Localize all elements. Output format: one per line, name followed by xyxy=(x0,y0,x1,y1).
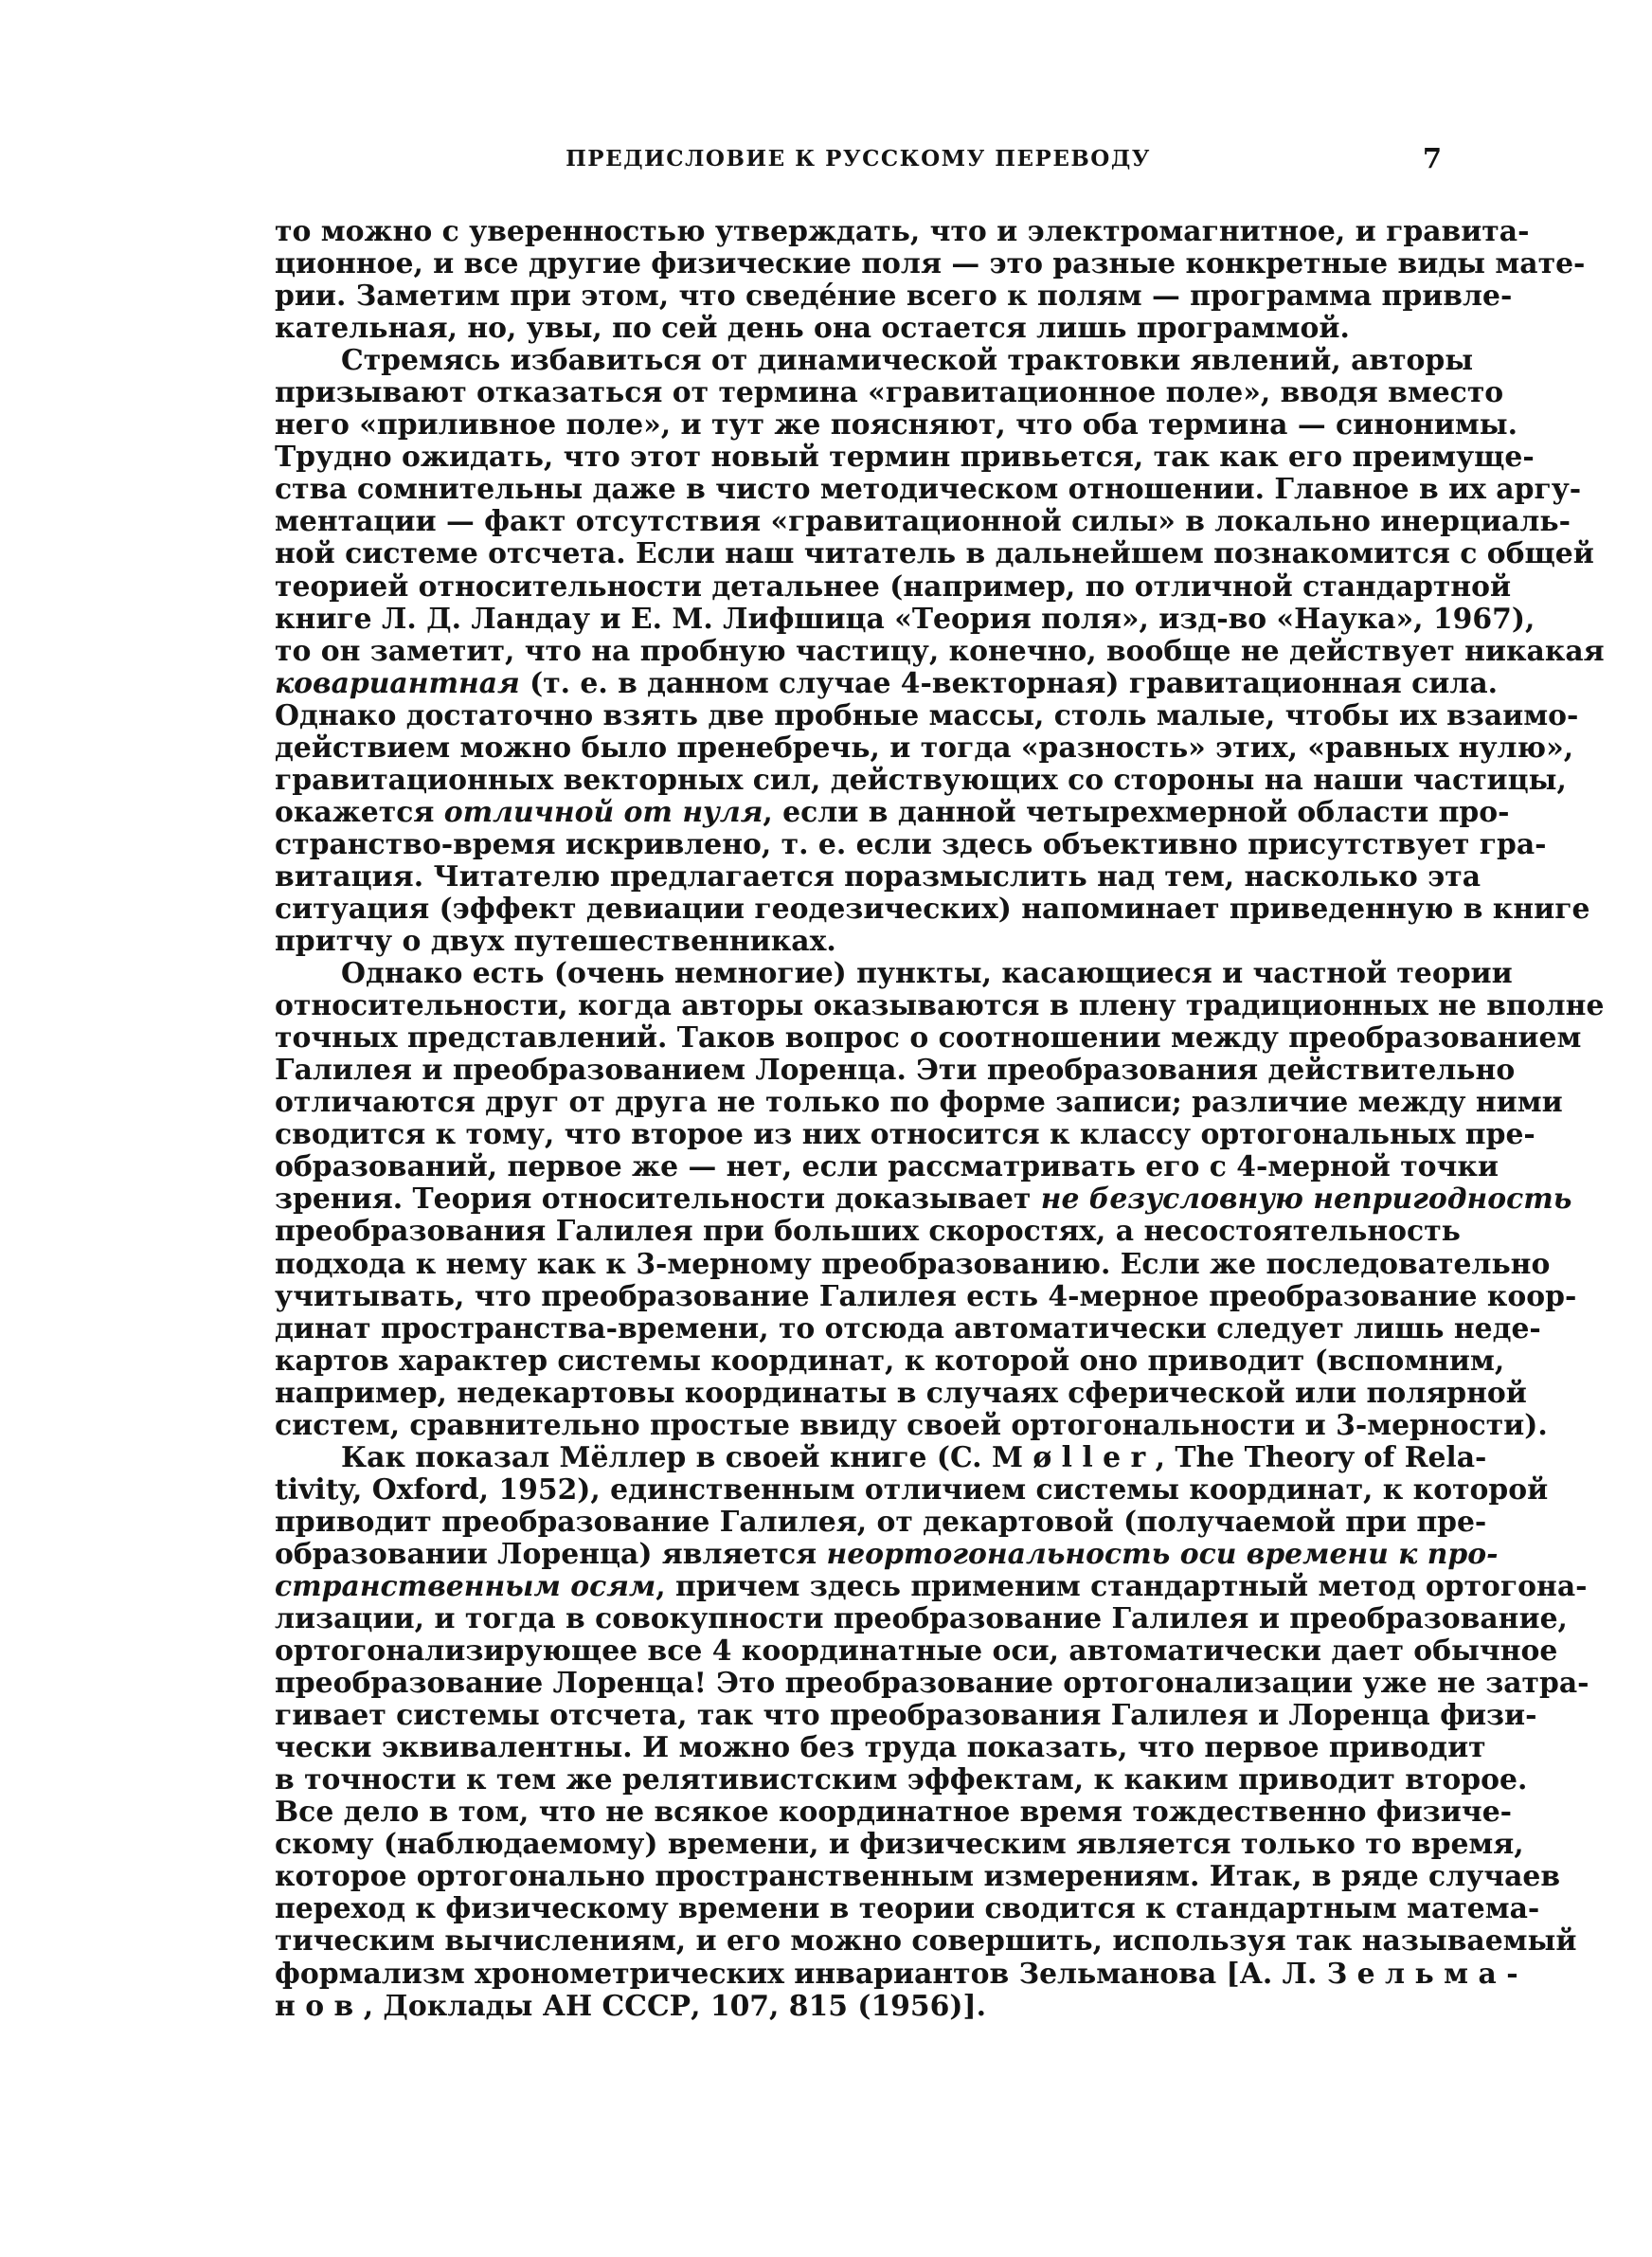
text-line: образований, первое же — нет, если рассматривать его с 4-мерной точки xyxy=(275,1150,1499,1184)
text-line: ства сомнительны даже в чисто методическом отношении. Главное в их аргу- xyxy=(275,473,1582,507)
text-line: которое ортогонально пространственным измерениям. Итак, в ряде случаев xyxy=(275,1860,1561,1894)
page-number: 7 xyxy=(1422,142,1442,174)
text-line: точных представлений. Таков вопрос о соотношении между преобразованием xyxy=(275,1021,1582,1056)
paragraph-2 xyxy=(275,344,1605,959)
text-line xyxy=(275,1569,1588,1603)
text-line xyxy=(275,1957,1528,1991)
text-line: Трудно ожидать, что этот новый термин привьется, так как его преимуще- xyxy=(275,441,1535,475)
text-line: ортогонализирующее все 4 координатные оси, автоматически дает обычное xyxy=(275,1634,1558,1669)
text-segment: формализм хронометрических инвариантов Зельманова [А. Л. xyxy=(275,1957,1327,1991)
text-line: tivity, Oxford, 1952), единственным отличием системы координат, к которой xyxy=(275,1472,1549,1507)
text-line xyxy=(275,1183,1572,1217)
text-line: подхода к нему как к 3-мерному преобразованию. Если же последовательно xyxy=(275,1247,1551,1281)
text-line: ционное, и все другие физические поля — это разные конкретные виды мате- xyxy=(275,247,1586,281)
text-line: Стремясь избавиться от динамической трактовки явлений, авторы xyxy=(341,344,1474,378)
text-line: приводит преобразование Галилея, от декартовой (получаемой при пре- xyxy=(275,1505,1487,1539)
text-line: учитывать, что преобразование Галилея есть 4-мерное преобразование коор- xyxy=(275,1279,1577,1313)
paragraph-4 xyxy=(275,1440,1589,2023)
text-line: притчу о двух путешественниках. xyxy=(275,925,836,959)
paragraph-3 xyxy=(275,957,1605,1442)
text-line: динат пространства-времени, то отсюда автоматически следует лишь неде- xyxy=(275,1311,1541,1345)
text-line: преобразования Галилея при больших скоростях, а несостоятельность xyxy=(275,1215,1461,1249)
text-line: гравитационных векторных сил, действующих со стороны на наши частицы, xyxy=(275,763,1567,797)
italic-term: неортогональность оси времени к про- xyxy=(826,1537,1499,1571)
running-header xyxy=(275,142,1442,184)
text-line: него «приливное поле», и тут же поясняют, что оба термина — синонимы. xyxy=(275,408,1517,442)
text-segment: образовании Лоренца) является xyxy=(275,1537,827,1571)
italic-term: не безусловную непригодность xyxy=(1040,1183,1572,1217)
text-segment: (т. е. в данном случае 4-векторная) гравитационная сила. xyxy=(519,666,1499,700)
text-line: чески эквивалентны. И можно без труда показать, что первое приводит xyxy=(275,1731,1486,1765)
text-line: Все дело в том, что не всякое координатное время тождественно физиче- xyxy=(275,1796,1513,1830)
text-segment: окажется xyxy=(275,795,444,829)
text-segment: зрения. Теория относительности доказывает xyxy=(275,1183,1041,1217)
body-text xyxy=(275,215,1605,2023)
text-segment: , если в данной четырехмерной области про- xyxy=(763,795,1510,829)
italic-term: ковариантная xyxy=(275,666,520,700)
text-line: ной системе отсчета. Если наш читатель в дальнейшем познакомится с общей xyxy=(275,537,1594,571)
running-header-title: ПРЕДИСЛОВИЕ К РУССКОМУ ПЕРЕВОДУ xyxy=(566,146,1151,172)
text-segment: , причем здесь применим стандартный метод ортогона- xyxy=(655,1569,1588,1603)
text-line: рии. Заметим при этом, что сведéние всего к полям — программа привле- xyxy=(275,280,1513,314)
text-line: в точности к тем же релятивистским эффектам, к каким приводит второе. xyxy=(275,1763,1528,1797)
text-line xyxy=(275,1991,1442,2023)
spaced-author-name: нов xyxy=(275,1989,364,2023)
text-line xyxy=(275,795,1510,829)
text-line: призывают отказаться от термина «гравитационное поле», вводя вместо xyxy=(275,376,1504,410)
italic-term: странственным осям xyxy=(275,1569,656,1603)
text-line xyxy=(275,1537,1499,1571)
text-segment: Как показал Мёллер в своей книге (C. xyxy=(341,1440,992,1474)
text-line: картов характер системы координат, к которой оно приводит (вспомним, xyxy=(275,1344,1505,1378)
text-line: действием можно было пренебречь, и тогда «разность» этих, «равных нулю», xyxy=(275,731,1574,765)
text-line: Галилея и преобразованием Лоренца. Эти преобразования действительно xyxy=(275,1054,1516,1088)
spaced-author-name: Зельма- xyxy=(1326,1957,1528,1991)
text-line: гивает системы отсчета, так что преобразования Галилея и Лоренца физи- xyxy=(275,1699,1537,1733)
spaced-author-name: Møller xyxy=(991,1440,1156,1474)
text-line: Однако есть (очень немногие) пункты, касающиеся и частной теории xyxy=(341,957,1513,991)
text-line xyxy=(275,1440,1487,1474)
text-line: преобразование Лоренца! Это преобразование ортогонализации уже не затра- xyxy=(275,1667,1589,1701)
text-line: ситуация (эффект девиации геодезических) напоминает приведенную в книге xyxy=(275,892,1590,926)
text-line: относительности, когда авторы оказываются в плену традиционных не вполне xyxy=(275,989,1605,1023)
text-line: отличаются друг от друга не только по форме записи; различие между ними xyxy=(275,1086,1563,1120)
text-line: то он заметит, что на пробную частицу, конечно, вообще не действует никакая xyxy=(275,634,1605,668)
text-line: ментации — факт отсутствия «гравитационной силы» в локально инерциаль- xyxy=(275,505,1571,539)
text-line: то можно с уверенностью утверждать, что и электромагнитное, и гравита- xyxy=(275,215,1530,248)
italic-term: отличной от нуля xyxy=(443,795,763,829)
text-line: например, недекартовы координаты в случаях сферической или полярной xyxy=(275,1376,1527,1410)
text-line: кательная, но, увы, по сей день она остается лишь программой. xyxy=(275,312,1350,346)
text-line: странство-время искривлено, т. е. если здесь объективно присутствует гра- xyxy=(275,827,1547,861)
text-line: систем, сравнительно простые ввиду своей ортогональности и 3-мерности). xyxy=(275,1408,1548,1442)
text-line: сводится к тому, что второе из них относится к классу ортогональных пре- xyxy=(275,1118,1535,1152)
text-line: витация. Читателю предлагается поразмыслить над тем, насколько эта xyxy=(275,859,1481,894)
text-line: скому (наблюдаемому) времени, и физическим является только то время, xyxy=(275,1828,1524,1862)
text-line: лизации, и тогда в совокупности преобразование Галилея и преобразование, xyxy=(275,1602,1568,1636)
paragraph-1 xyxy=(275,215,1586,346)
text-line: переход к физическому времени в теории сводится к стандартным матема- xyxy=(275,1892,1540,1926)
text-segment: , Доклады АН СССР, 107, 815 (1956)]. xyxy=(363,1989,986,2023)
text-segment: , The Theory of Rela- xyxy=(1155,1440,1487,1474)
text-line: теорией относительности детальнее (например, по отличной стандартной xyxy=(275,569,1512,604)
text-line: книге Л. Д. Ландау и Е. М. Лифшица «Теория поля», изд-во «Наука», 1967), xyxy=(275,602,1535,636)
text-line xyxy=(275,666,1499,700)
text-line: Однако достаточно взять две пробные массы, столь малые, чтобы их взаимо- xyxy=(275,698,1579,732)
text-line: тическим вычислениям, и его можно совершить, используя так называемый xyxy=(275,1924,1577,1959)
